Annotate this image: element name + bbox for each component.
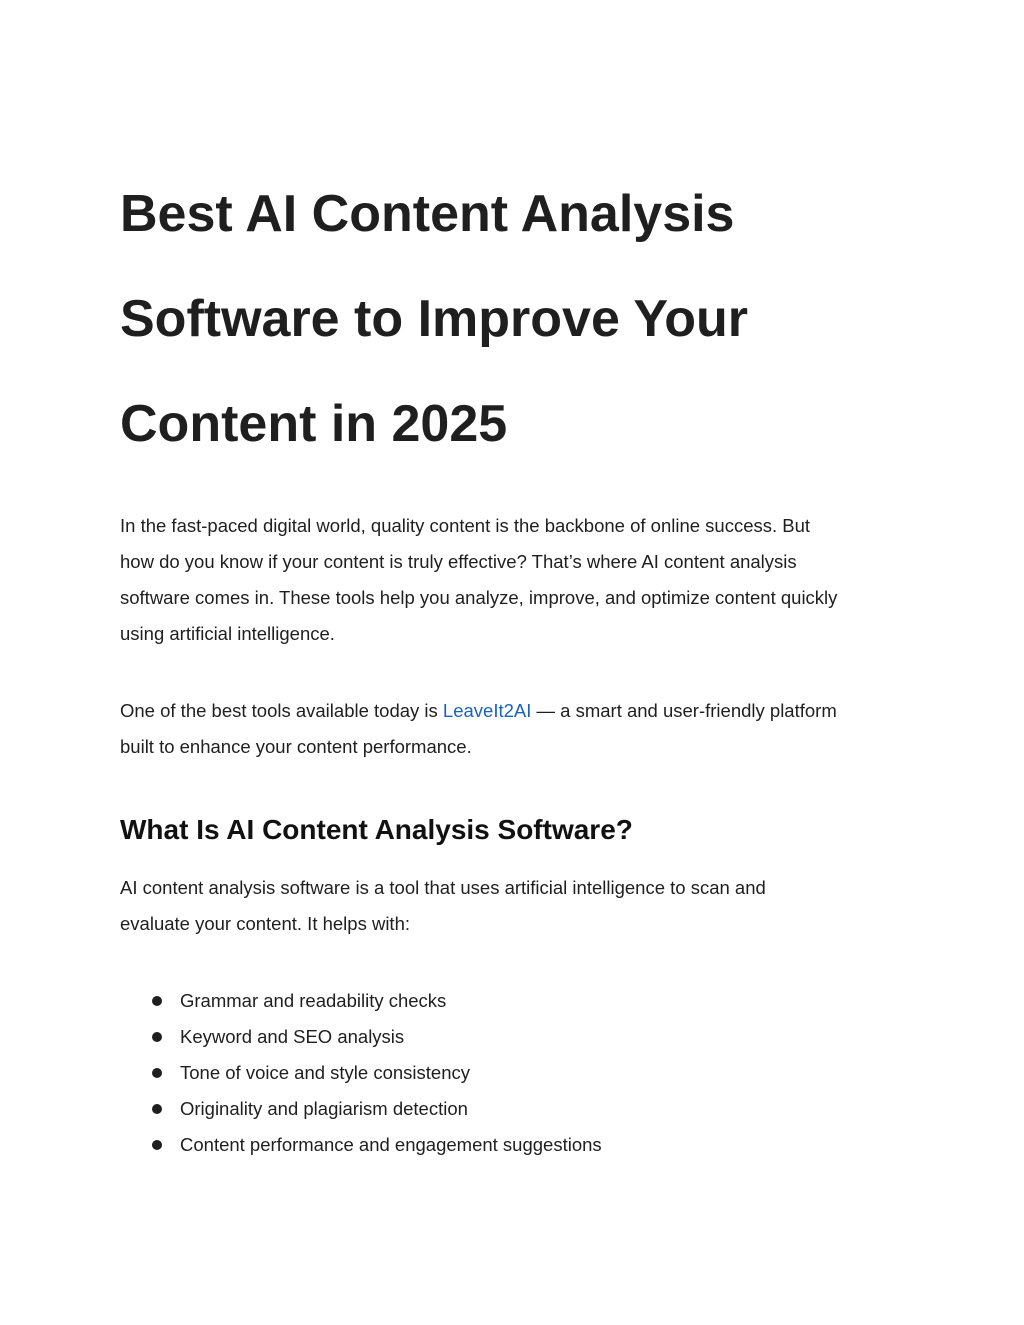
list-item (120, 1091, 602, 1127)
title-line: Software to Improve Your (120, 290, 748, 348)
title-line: Content in 2025 (120, 395, 508, 453)
list-item-text: Keyword and SEO analysis (180, 1026, 405, 1047)
bullet-icon (152, 1140, 162, 1150)
intro-line: software comes in. These tools help you analyze, improve, and optimize content quickly (120, 587, 838, 608)
bullet-icon (152, 1068, 162, 1078)
tool-text-after-link: — a smart and user-friendly platform (531, 700, 837, 721)
tool-line-2: built to enhance your content performance. (120, 736, 472, 757)
tool-text-before-link: One of the best tools available today is (120, 700, 443, 721)
list-item-text: Content performance and engagement suggestions (180, 1134, 602, 1155)
list-item (120, 983, 602, 1019)
list-item-text: Tone of voice and style consistency (180, 1062, 470, 1083)
section-heading: What Is AI Content Analysis Software? (120, 814, 633, 845)
intro-paragraph (120, 508, 910, 652)
list-item (120, 1127, 602, 1163)
intro-line: using artificial intelligence. (120, 623, 335, 644)
feature-list (120, 983, 602, 1163)
title-line: Best AI Content Analysis (120, 185, 735, 243)
definition-paragraph (120, 870, 910, 942)
list-item (120, 1019, 602, 1055)
definition-line: AI content analysis software is a tool that uses artificial intelligence to scan and (120, 877, 766, 898)
definition-line: evaluate your content. It helps with: (120, 913, 411, 934)
leaveit2ai-link[interactable]: LeaveIt2AI (442, 700, 532, 721)
page-title (120, 162, 910, 477)
list-item (120, 1055, 602, 1091)
bullet-icon (152, 1032, 162, 1042)
bullet-icon (152, 996, 162, 1006)
bullet-icon (152, 1104, 162, 1114)
tool-line (120, 693, 910, 729)
tool-paragraph (120, 693, 910, 765)
list-item-text: Originality and plagiarism detection (180, 1098, 468, 1119)
intro-line: In the fast-paced digital world, quality content is the backbone of online success. But (120, 515, 811, 536)
list-item-text: Grammar and readability checks (180, 990, 447, 1011)
intro-line: how do you know if your content is truly effective? That’s where AI content analysis (120, 551, 797, 572)
